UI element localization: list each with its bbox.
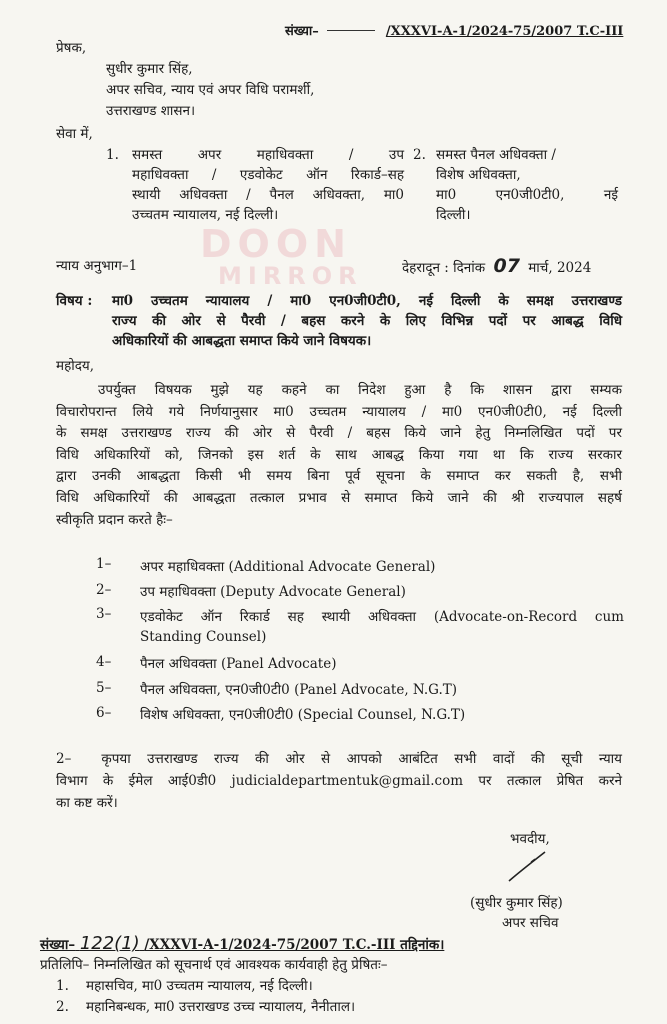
post-6-num: 6– xyxy=(96,705,112,721)
date-line xyxy=(402,256,591,278)
subject-line-1: मा0 उच्चतम न्यायालय / मा0 एन0जी0टी0, नई दिल्ली के समक्ष उत्तराखण्ड xyxy=(112,293,622,309)
footer-copy-line: प्रतिलिपि– निम्नलिखित को सूचनार्थ एवं आवश्यक कार्यवाही हेतु प्रेषितः– xyxy=(40,957,388,973)
post-1-num: 1– xyxy=(96,556,112,572)
post-2-text: उप महाधिवक्ता (Deputy Advocate General) xyxy=(140,584,406,600)
post-6-text: विशेष अधिवक्ता, एन0जी0टी0 (Special Counsel, N.G.T) xyxy=(140,707,466,723)
post-4-text: पैनल अधिवक्ता (Panel Advocate) xyxy=(140,656,337,672)
footer-number-hand: 122(1) xyxy=(79,933,140,954)
post-5-text: पैनल अधिवक्ता, एन0जी0टी0 (Panel Advocate, N.G.T) xyxy=(140,682,458,698)
header-number xyxy=(285,22,623,42)
post-3-block xyxy=(140,607,624,647)
recipient-1-line-2: महाधिवक्ता / एडवोकेट ऑन रिकार्ड–सह xyxy=(132,167,404,183)
date-place: देहरादून : दिनांक xyxy=(402,260,486,276)
watermark-bottom: MIRROR xyxy=(218,262,363,290)
sender-line-3: उत्तराखण्ड शासन। xyxy=(106,103,196,119)
footer-item-1-num: 1. xyxy=(56,978,69,994)
watermark-top: DOON xyxy=(200,222,352,266)
para2-line-1 xyxy=(56,748,622,770)
footer-number-ref: /XXXVI-A-1/2024-75/2007 T.C.-III तद्दिनांक। xyxy=(144,937,445,953)
post-3-text: एडवोकेट ऑन रिकार्ड सह स्थायी अधिवक्ता (Advocate-on-Record cum xyxy=(140,609,624,625)
subject-block xyxy=(112,291,622,351)
para2-line-2: विभाग के ईमेल आई0डी0 judicialdepartmentuk@gmail.com पर तत्काल प्रेषित करने xyxy=(56,773,622,789)
post-5-num: 5– xyxy=(96,680,112,696)
date-day: 07 xyxy=(493,255,520,277)
body-paragraph xyxy=(56,380,622,531)
recipient-2-num: 2. xyxy=(413,147,426,163)
footer-item-2-num: 2. xyxy=(56,999,69,1015)
recipient-2-block xyxy=(436,145,618,225)
para2-line-3: का कष्ट करें। xyxy=(56,795,118,811)
closing-yours: भवदीय, xyxy=(510,831,550,847)
post-3-text-2: Standing Counsel) xyxy=(140,629,267,645)
date-month-year: मार्च, 2024 xyxy=(528,260,592,276)
body-line-1: उपर्युक्त विषयक मुझे यह कहने का निदेश हुआ है कि शासन द्वारा सम्यक xyxy=(98,382,622,398)
para2-line-1-text: कृपया उत्तराखण्ड राज्य की ओर से आपको आबंटित सभी वादों की सूची न्याय xyxy=(101,751,622,767)
signature-mark xyxy=(505,850,551,884)
para2-block xyxy=(56,748,622,814)
recipients-label: सेवा में, xyxy=(56,126,93,142)
sender-line-2: अपर सचिव, न्याय एवं अपर विधि परामर्शी, xyxy=(106,82,315,98)
footer-number xyxy=(40,934,444,955)
recipient-1-block xyxy=(132,145,404,225)
recipient-1-line-3: स्थायी अधिवक्ता / पैनल अधिवक्ता, मा0 xyxy=(132,187,404,203)
body-line-4: विधि अधिकारियों को, जिनको इस शर्त के साथ आबद्ध किया गया था कि राज्य सरकार xyxy=(56,446,622,463)
header-number-blank xyxy=(327,30,375,31)
body-line-2: विचारोपरान्त लिये गये निर्णयानुसार मा0 उच्चतम न्यायालय / मा0 एन0जी0टी0, नई दिल्ली xyxy=(56,403,622,420)
subject-line-2: राज्य की ओर से पैरवी / बहस करने के लिए विभिन्न पदों पर आबद्ध विधि xyxy=(112,313,622,329)
recipient-2-line-2: विशेष अधिवक्ता, xyxy=(436,167,521,183)
recipient-2-line-3: मा0 एन0जी0टी0, नई xyxy=(436,187,618,203)
post-3-num: 3– xyxy=(96,606,112,622)
footer-number-label: संख्या– xyxy=(40,937,76,953)
body-line-6: विधि अधिकारियों की आबद्धता तत्काल प्रभाव से समाप्त किये जाने की श्री राज्यपाल सहर्ष xyxy=(56,489,622,506)
post-4-num: 4– xyxy=(96,654,112,670)
body-line-7: स्वीकृति प्रदान करते हैः– xyxy=(56,511,173,528)
para2-num: 2– xyxy=(56,751,72,767)
closing-name: (सुधीर कुमार सिंह) xyxy=(470,895,563,911)
header-number-label: संख्या– xyxy=(285,24,319,39)
sender-label: प्रेषक, xyxy=(56,40,87,56)
recipient-2-line-4: दिल्ली। xyxy=(436,207,471,223)
section-label: न्याय अनुभाग–1 xyxy=(56,258,138,274)
post-2-num: 2– xyxy=(96,582,112,598)
footer-item-1-text: महासचिव, मा0 उच्चतम न्यायालय, नई दिल्ली। xyxy=(86,978,313,994)
sender-line-1: सुधीर कुमार सिंह, xyxy=(106,61,193,77)
body-line-5: द्वारा उनकी आबद्धता किसी भी समय बिना पूर्व सूचना के समाप्त कर सकती है, सभी xyxy=(56,468,622,485)
salutation: महोदय, xyxy=(56,358,95,374)
recipient-1-line-4: उच्चतम न्यायालय, नई दिल्ली। xyxy=(132,207,279,223)
body-line-3: के समक्ष उत्तराखण्ड राज्य की ओर से पैरवी / बहस किये जाने हेतु निम्नलिखित पदों पर xyxy=(56,425,622,442)
closing-designation: अपर सचिव xyxy=(502,915,559,931)
footer-item-2-text: महानिबन्धक, मा0 उत्तराखण्ड उच्च न्यायालय, नैनीताल। xyxy=(86,999,356,1015)
recipient-2-line-1: समस्त पैनल अधिवक्ता / xyxy=(436,147,556,163)
subject-line-3: अधिकारियों की आबद्धता समाप्त किये जाने विषयक। xyxy=(112,333,372,349)
recipient-1-num: 1. xyxy=(106,147,119,163)
header-number-ref: /XXXVI-A-1/2024-75/2007 T.C-III xyxy=(385,24,624,39)
subject-label: विषय : xyxy=(56,293,93,309)
post-1-text: अपर महाधिवक्ता (Additional Advocate General) xyxy=(140,559,436,575)
recipient-1-line-1: समस्त अपर महाधिवक्ता / उप xyxy=(132,147,404,163)
